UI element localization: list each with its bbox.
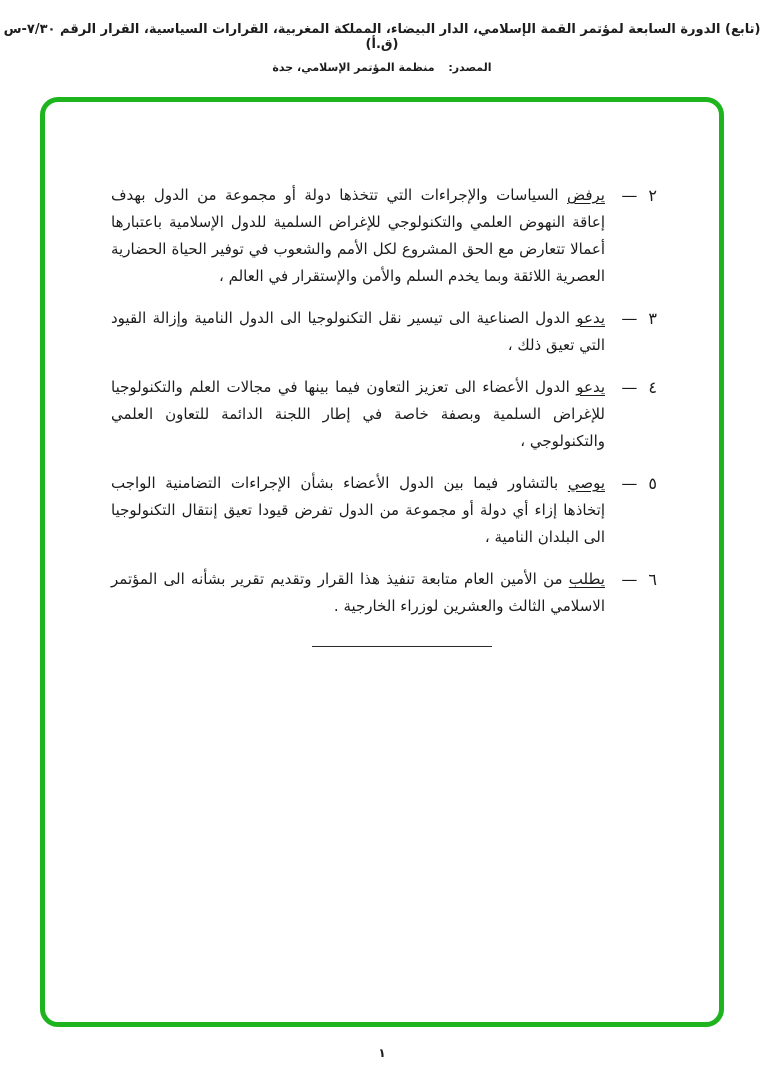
clause-dash: —: [621, 309, 638, 328]
clause-text: [111, 305, 605, 359]
clause-number-text: ٦: [648, 570, 657, 589]
clause-lead-word: يرفض: [566, 186, 605, 204]
clause-lead-word: يدعو: [576, 309, 605, 327]
clause-dash: —: [621, 378, 638, 397]
clause-number-text: ٣: [648, 309, 657, 328]
clause-lead-word: يوصي: [567, 474, 605, 492]
resolution-body: [111, 182, 657, 647]
source-value: منظمة المؤتمر الإسلامي، جدة: [272, 61, 435, 74]
clause-number: [605, 305, 657, 359]
resolution-clause-2: [111, 182, 657, 290]
clause-lead-word: يطلب: [568, 570, 605, 588]
clause-text: [111, 566, 605, 620]
clause-body-text: السياسات والإجراءات التي تتخذها دولة أو مجموعة من الدول بهدف إعاقة النهوض العلمي والتكنولوجي للإغراض السلمية للدول الإسلامية باعتبارها أعمالا تتعارض مع الحق المشروع لكل الأمم والشعوب في توفير الحياة الحضارية العصرية اللائقة وبما يخدم السلم والأمن والإستقرار في العالم ،: [111, 186, 605, 285]
resolution-clause-5: [111, 470, 657, 551]
clause-number: [605, 374, 657, 455]
clause-text: [111, 470, 605, 551]
resolution-clause-3: [111, 305, 657, 359]
clause-number-text: ٤: [648, 378, 657, 397]
separator-line: [312, 646, 492, 647]
clause-number: [605, 182, 657, 290]
document-header: [0, 22, 764, 74]
clause-number: [605, 470, 657, 551]
green-border-frame: [40, 97, 724, 1027]
page-number: ١: [378, 1046, 386, 1060]
clause-number-text: ٢: [648, 186, 657, 205]
clause-body-text: من الأمين العام متابعة تنفيذ هذا القرار وتقديم تقرير بشأنه الى المؤتمر الاسلامي الثالث والعشرين لوزراء الخارجية .: [111, 570, 605, 615]
clause-dash: —: [621, 186, 638, 205]
clause-body-text: الدول الصناعية الى تيسير نقل التكنولوجيا الى الدول النامية وإزالة القيود التي تعيق ذلك ،: [111, 309, 605, 354]
resolution-clause-6: [111, 566, 657, 620]
source-label: المصدر:: [448, 61, 492, 74]
clause-dash: —: [621, 570, 638, 589]
header-source-line: [0, 61, 764, 74]
clause-body-text: بالتشاور فيما بين الدول الأعضاء بشأن الإجراءات التضامنية الواجب إتخاذها إزاء أي دولة أو مجموعة من الدول تفرض قيودا تعيق إنتقال التكنولوجيا الى البلدان النامية ،: [111, 474, 605, 546]
clause-number-text: ٥: [648, 474, 657, 493]
clause-body-text: الدول الأعضاء الى تعزيز التعاون فيما بينها في مجالات العلم والتكنولوجيا للإغراض السلمية وبصفة خاصة في إطار اللجنة الدائمة للتعاون العلمي والتكنولوجي ،: [111, 378, 605, 450]
clause-dash: —: [621, 474, 638, 493]
resolution-clause-4: [111, 374, 657, 455]
clause-text: [111, 374, 605, 455]
clause-lead-word: يدعو: [576, 378, 605, 396]
clause-number: [605, 566, 657, 620]
header-title: (تابع) الدورة السابعة لمؤتمر القمة الإسلامي، الدار البيضاء، المملكة المغربية، القرارات السياسية، القرار الرقم ٧/٣٠-س (ق.أ): [3, 22, 761, 52]
clause-text: [111, 182, 605, 290]
